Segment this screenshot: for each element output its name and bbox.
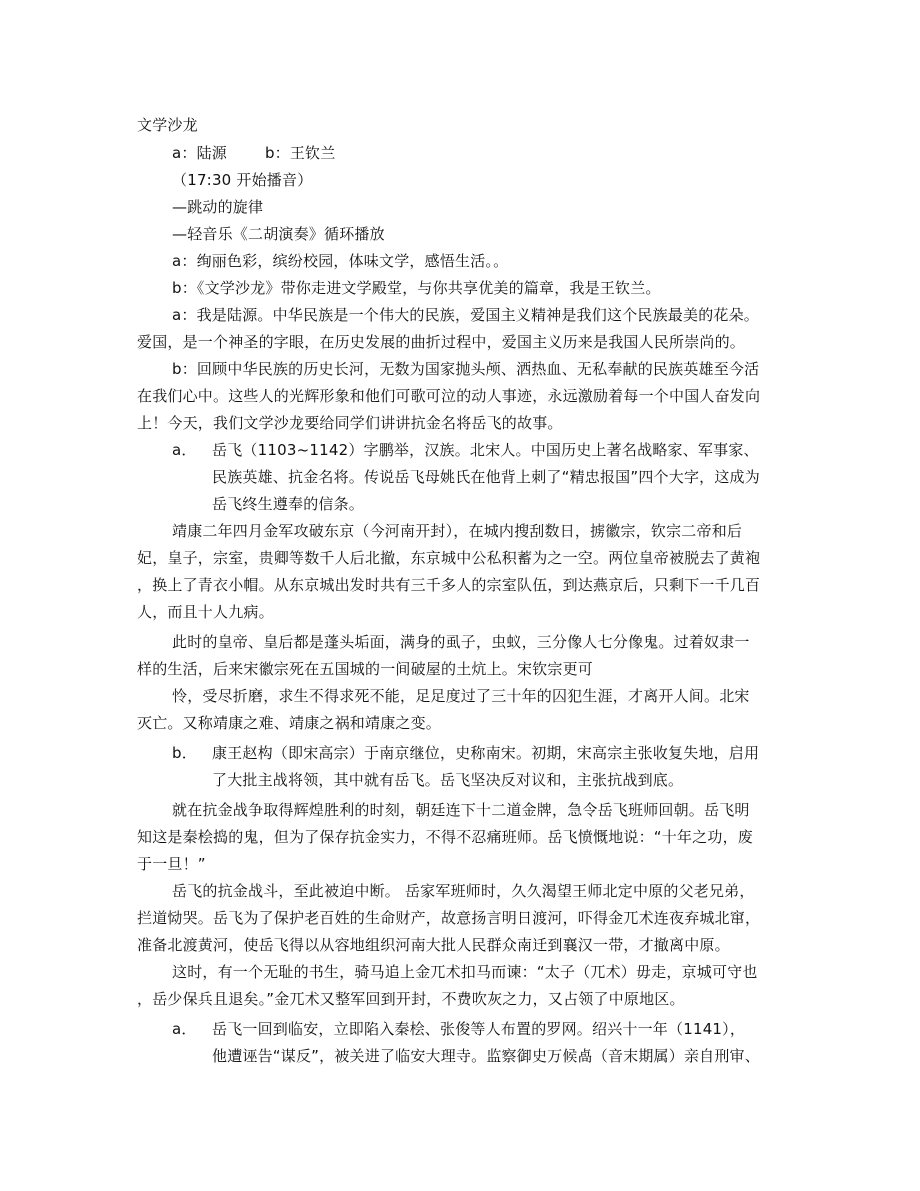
section-item bbox=[172, 1019, 745, 1039]
doc-title: 文学沙龙 bbox=[137, 116, 198, 134]
music-line-1: —跳动的旋律 bbox=[172, 198, 264, 216]
item-text: 康王赵构（即宋高宗）于南京继位，史称南宋。初期，宋高宗主张收复失地，启用 bbox=[212, 744, 760, 762]
broadcast-time: （17:30 开始播音） bbox=[172, 171, 313, 189]
dialogue-line: 在我们心中。这些人的光辉形象和他们可歌可泣的动人事迹，永远激励着每一个中国人奋发向 bbox=[137, 387, 761, 405]
section-item bbox=[172, 440, 759, 460]
section-item bbox=[172, 743, 759, 763]
dialogue-line: ，岳少保兵且退矣。”金兀术又整军回到开封，不费吹灰之力，又占领了中原地区。 bbox=[137, 990, 685, 1008]
item-marker: b． bbox=[172, 744, 197, 762]
dialogue-line: 上！今天，我们文学沙龙要给同学们讲讲抗金名将岳飞的故事。 bbox=[137, 414, 563, 432]
host-b: b：王钦兰 bbox=[264, 144, 336, 162]
dialogue-line: 知这是秦桧捣的鬼，但为了保存抗金实力，不得不忍痛班师。岳飞愤慨地说：“十年之功，废 bbox=[137, 828, 753, 846]
dialogue-line: 准备北渡黄河，使岳飞得以从容地组织河南大批人民群众南迁到襄汉一带，才撤离中原。 bbox=[137, 936, 730, 954]
dialogue-line: ，换上了青衣小帽。从东京城出发时共有三千多人的宗室队伍，到达燕京后，只剩下一千几百 bbox=[137, 576, 761, 594]
dialogue-line: 岳飞终生遵奉的信条。 bbox=[212, 495, 365, 513]
dialogue-line: 民族英雄、抗金名将。传说岳飞母姚氏在他背上刺了“精忠报国”四个大字，这成为 bbox=[212, 468, 760, 486]
dialogue-line: 拦道恸哭。岳飞为了保护老百姓的生命财产，故意扬言明日渡河，吓得金兀术连夜弃城北窜， bbox=[137, 909, 761, 927]
dialogue-line: 灭亡。又称靖康之难、靖康之祸和靖康之变。 bbox=[137, 714, 442, 732]
item-text: 岳飞一回到临安，立即陷入秦桧、张俊等人布置的罗网。绍兴十一年（1141）， bbox=[212, 1020, 746, 1038]
dialogue-line: 怜，受尽折磨，求生不得求死不能，足足度过了三十年的囚犯生涯，才离开人间。北宋 bbox=[172, 687, 750, 705]
dialogue-line: 此时的皇帝、皇后都是蓬头垢面，满身的虱子，虫蚁，三分像人七分像鬼。过着奴隶一 bbox=[172, 633, 750, 651]
dialogue-line: 就在抗金战争取得辉煌胜利的时刻，朝廷连下十二道金牌，急令岳飞班师回朝。岳飞明 bbox=[172, 801, 750, 819]
item-marker: a． bbox=[172, 1020, 197, 1038]
dialogue-line: a：我是陆源。中华民族是一个伟大的民族，爱国主义精神是我们这个民族最美的花朵。 bbox=[172, 306, 759, 324]
dialogue-line: 妃，皇子，宗室，贵卿等数千人后北撤，东京城中公私积蓄为之一空。两位皇帝被脱去了黄袍 bbox=[137, 549, 761, 567]
dialogue-line: 样的生活，后来宋徽宗死在五国城的一间破屋的土炕上。宋钦宗更可 bbox=[137, 660, 594, 678]
dialogue-line: 靖康二年四月金军攻破东京（今河南开封），在城内搜刮数日，掳徽宗，钦宗二帝和后 bbox=[172, 522, 743, 540]
dialogue-line: 了大批主战将领，其中就有岳飞。岳飞坚决反对议和，主张抗战到底。 bbox=[212, 771, 684, 789]
music-line-2: —轻音乐《二胡演奏》循环播放 bbox=[172, 225, 385, 243]
item-text: 岳飞（1103~1142）字鹏举，汉族。北宋人。中国历史上著名战略家、军事家、 bbox=[212, 441, 759, 459]
host-a: a：陆源 bbox=[172, 144, 227, 162]
dialogue-line: 人，而且十人九病。 bbox=[137, 603, 274, 621]
item-marker: a． bbox=[172, 441, 197, 459]
dialogue-line: b：回顾中华民族的历史长河，无数为国家抛头颅、洒热血、无私奉献的民族英雄至今活 bbox=[172, 360, 760, 378]
dialogue-line: b：《文学沙龙》带你走进文学殿堂，与你共享优美的篇章，我是王钦兰。 bbox=[172, 279, 661, 297]
dialogue-line: 这时，有一个无耻的书生，骑马追上金兀术扣马而谏：“太子（兀术）毋走，京城可守也 bbox=[172, 963, 758, 981]
dialogue-line: 岳飞的抗金战斗，至此被迫中断。 岳家军班师时，久久渴望王师北定中原的父老兄弟， bbox=[172, 882, 755, 900]
dialogue-line: a：绚丽色彩，缤纷校园，体味文学，感悟生活。。 bbox=[172, 252, 509, 270]
hosts-line bbox=[172, 143, 335, 163]
dialogue-line: 他遭诬告“谋反”，被关进了临安大理寺。监察御史万候卨（音末期属）亲自刑审、 bbox=[212, 1047, 760, 1065]
dialogue-line: 爱国，是一个神圣的字眼，在历史发展的曲折过程中，爱国主义历来是我国人民所崇尚的。 bbox=[137, 333, 746, 351]
dialogue-line: 于一旦！” bbox=[137, 855, 206, 873]
